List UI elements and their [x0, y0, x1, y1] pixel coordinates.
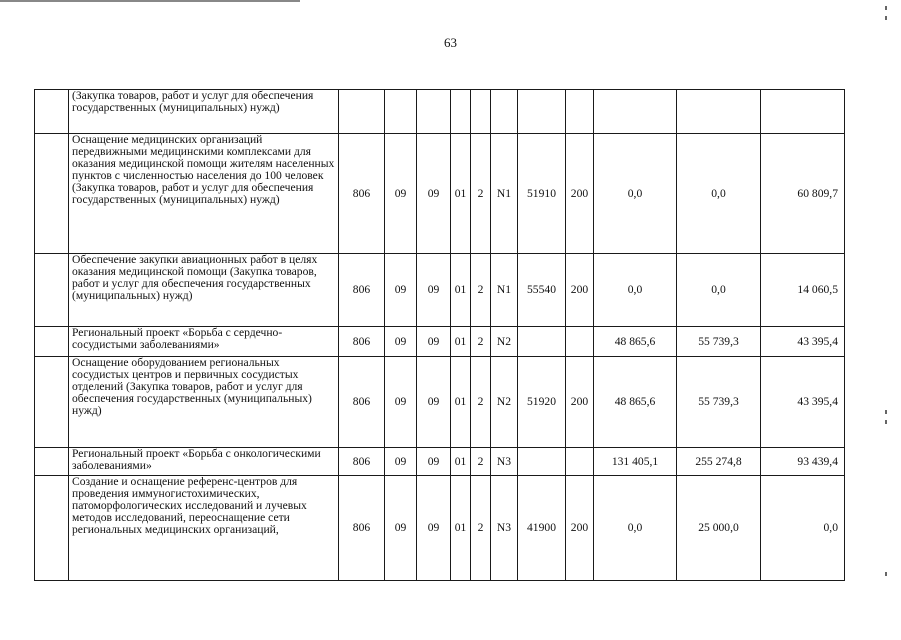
section-cell: 09: [385, 134, 417, 254]
row-number-cell: [35, 327, 69, 357]
item-name-cell: Создание и оснащение референс-центров для проведения иммуногистохимических, патоморфологических исследований и лучевых методов исследований, переоснащение сети региональных медицинских организаций,: [69, 476, 339, 581]
subprogram-cell: 2: [471, 254, 491, 327]
table-row: [35, 357, 845, 448]
table-row: [35, 327, 845, 357]
program-cell: 01: [451, 357, 471, 448]
table-row: [35, 448, 845, 476]
section-cell: 09: [385, 327, 417, 357]
program-cell: 01: [451, 134, 471, 254]
subsection-cell: [417, 90, 451, 134]
subprogram-cell: 2: [471, 448, 491, 476]
section-cell: 09: [385, 448, 417, 476]
expense-type-cell: [566, 327, 594, 357]
amount-year3-cell: [761, 90, 845, 134]
table-row: [35, 134, 845, 254]
section-cell: 09: [385, 254, 417, 327]
amount-year2-cell: 255 274,8: [677, 448, 761, 476]
amount-year2-cell: 55 739,3: [677, 327, 761, 357]
subsection-cell: 09: [417, 448, 451, 476]
row-number-cell: [35, 476, 69, 581]
amount-year2-cell: 25 000,0: [677, 476, 761, 581]
amount-year1-cell: 0,0: [594, 476, 677, 581]
subprogram-cell: 2: [471, 134, 491, 254]
subsection-cell: 09: [417, 254, 451, 327]
subsection-cell: 09: [417, 476, 451, 581]
amount-year2-cell: 0,0: [677, 134, 761, 254]
amount-year1-cell: 48 865,6: [594, 327, 677, 357]
expense-type-cell: [566, 90, 594, 134]
direction-cell: [518, 448, 566, 476]
table-row: [35, 476, 845, 581]
admin-code-cell: 806: [339, 357, 385, 448]
row-number-cell: [35, 90, 69, 134]
amount-year3-cell: 60 809,7: [761, 134, 845, 254]
item-name-cell: Региональный проект «Борьба с онкологическими заболеваниями»: [69, 448, 339, 476]
subsection-cell: 09: [417, 327, 451, 357]
row-number-cell: [35, 134, 69, 254]
amount-year3-cell: 43 395,4: [761, 327, 845, 357]
program-cell: 01: [451, 327, 471, 357]
table-row: [35, 254, 845, 327]
row-number-cell: [35, 254, 69, 327]
program-cell: 01: [451, 254, 471, 327]
subprogram-cell: 2: [471, 327, 491, 357]
expense-type-cell: 200: [566, 476, 594, 581]
project-cell: N2: [491, 327, 518, 357]
amount-year3-cell: 0,0: [761, 476, 845, 581]
table-row: [35, 90, 845, 134]
amount-year1-cell: 48 865,6: [594, 357, 677, 448]
direction-cell: 55540: [518, 254, 566, 327]
direction-cell: 51920: [518, 357, 566, 448]
subprogram-cell: 2: [471, 357, 491, 448]
item-name-cell: Оснащение медицинских организаций передвижными медицинскими комплексами для оказания медицинской помощи жителям населенных пунктов с численностью населения до 100 человек (Закупка товаров, работ и услуг для обеспечения государственных (муниципальных) нужд): [69, 134, 339, 254]
admin-code-cell: 806: [339, 476, 385, 581]
admin-code-cell: 806: [339, 327, 385, 357]
amount-year1-cell: [594, 90, 677, 134]
admin-code-cell: 806: [339, 134, 385, 254]
section-cell: 09: [385, 476, 417, 581]
program-cell: 01: [451, 448, 471, 476]
amount-year2-cell: [677, 90, 761, 134]
scan-edge-marks: [881, 0, 891, 640]
item-name-cell: (Закупка товаров, работ и услуг для обеспечения государственных (муниципальных) нужд): [69, 90, 339, 134]
program-cell: 01: [451, 476, 471, 581]
item-name-cell: Обеспечение закупки авиационных работ в целях оказания медицинской помощи (Закупка товаров, работ и услуг для обеспечения государственных (муниципальных) нужд): [69, 254, 339, 327]
direction-cell: 41900: [518, 476, 566, 581]
project-cell: N1: [491, 254, 518, 327]
amount-year1-cell: 0,0: [594, 134, 677, 254]
admin-code-cell: 806: [339, 254, 385, 327]
direction-cell: [518, 90, 566, 134]
project-cell: N3: [491, 448, 518, 476]
page-number: 63: [444, 35, 457, 50]
subsection-cell: 09: [417, 134, 451, 254]
amount-year3-cell: 93 439,4: [761, 448, 845, 476]
admin-code-cell: 806: [339, 448, 385, 476]
project-cell: N3: [491, 476, 518, 581]
section-cell: [385, 90, 417, 134]
expense-type-cell: 200: [566, 254, 594, 327]
direction-cell: 51910: [518, 134, 566, 254]
amount-year3-cell: 14 060,5: [761, 254, 845, 327]
expense-type-cell: 200: [566, 134, 594, 254]
program-cell: [451, 90, 471, 134]
subsection-cell: 09: [417, 357, 451, 448]
amount-year2-cell: 0,0: [677, 254, 761, 327]
direction-cell: [518, 327, 566, 357]
project-cell: [491, 90, 518, 134]
expense-type-cell: 200: [566, 357, 594, 448]
amount-year1-cell: 0,0: [594, 254, 677, 327]
item-name-cell: Оснащение оборудованием региональных сосудистых центров и первичных сосудистых отделений (Закупка товаров, работ и услуг для обеспечения государственных (муниципальных) нужд): [69, 357, 339, 448]
admin-code-cell: [339, 90, 385, 134]
amount-year1-cell: 131 405,1: [594, 448, 677, 476]
project-cell: N1: [491, 134, 518, 254]
subprogram-cell: 2: [471, 476, 491, 581]
row-number-cell: [35, 448, 69, 476]
project-cell: N2: [491, 357, 518, 448]
item-name-cell: Региональный проект «Борьба с сердечно-сосудистыми заболеваниями»: [69, 327, 339, 357]
section-cell: 09: [385, 357, 417, 448]
amount-year2-cell: 55 739,3: [677, 357, 761, 448]
scan-top-rule: [0, 0, 300, 2]
budget-table-body: [35, 90, 845, 581]
expense-type-cell: [566, 448, 594, 476]
row-number-cell: [35, 357, 69, 448]
amount-year3-cell: 43 395,4: [761, 357, 845, 448]
budget-table: [34, 89, 845, 581]
subprogram-cell: [471, 90, 491, 134]
